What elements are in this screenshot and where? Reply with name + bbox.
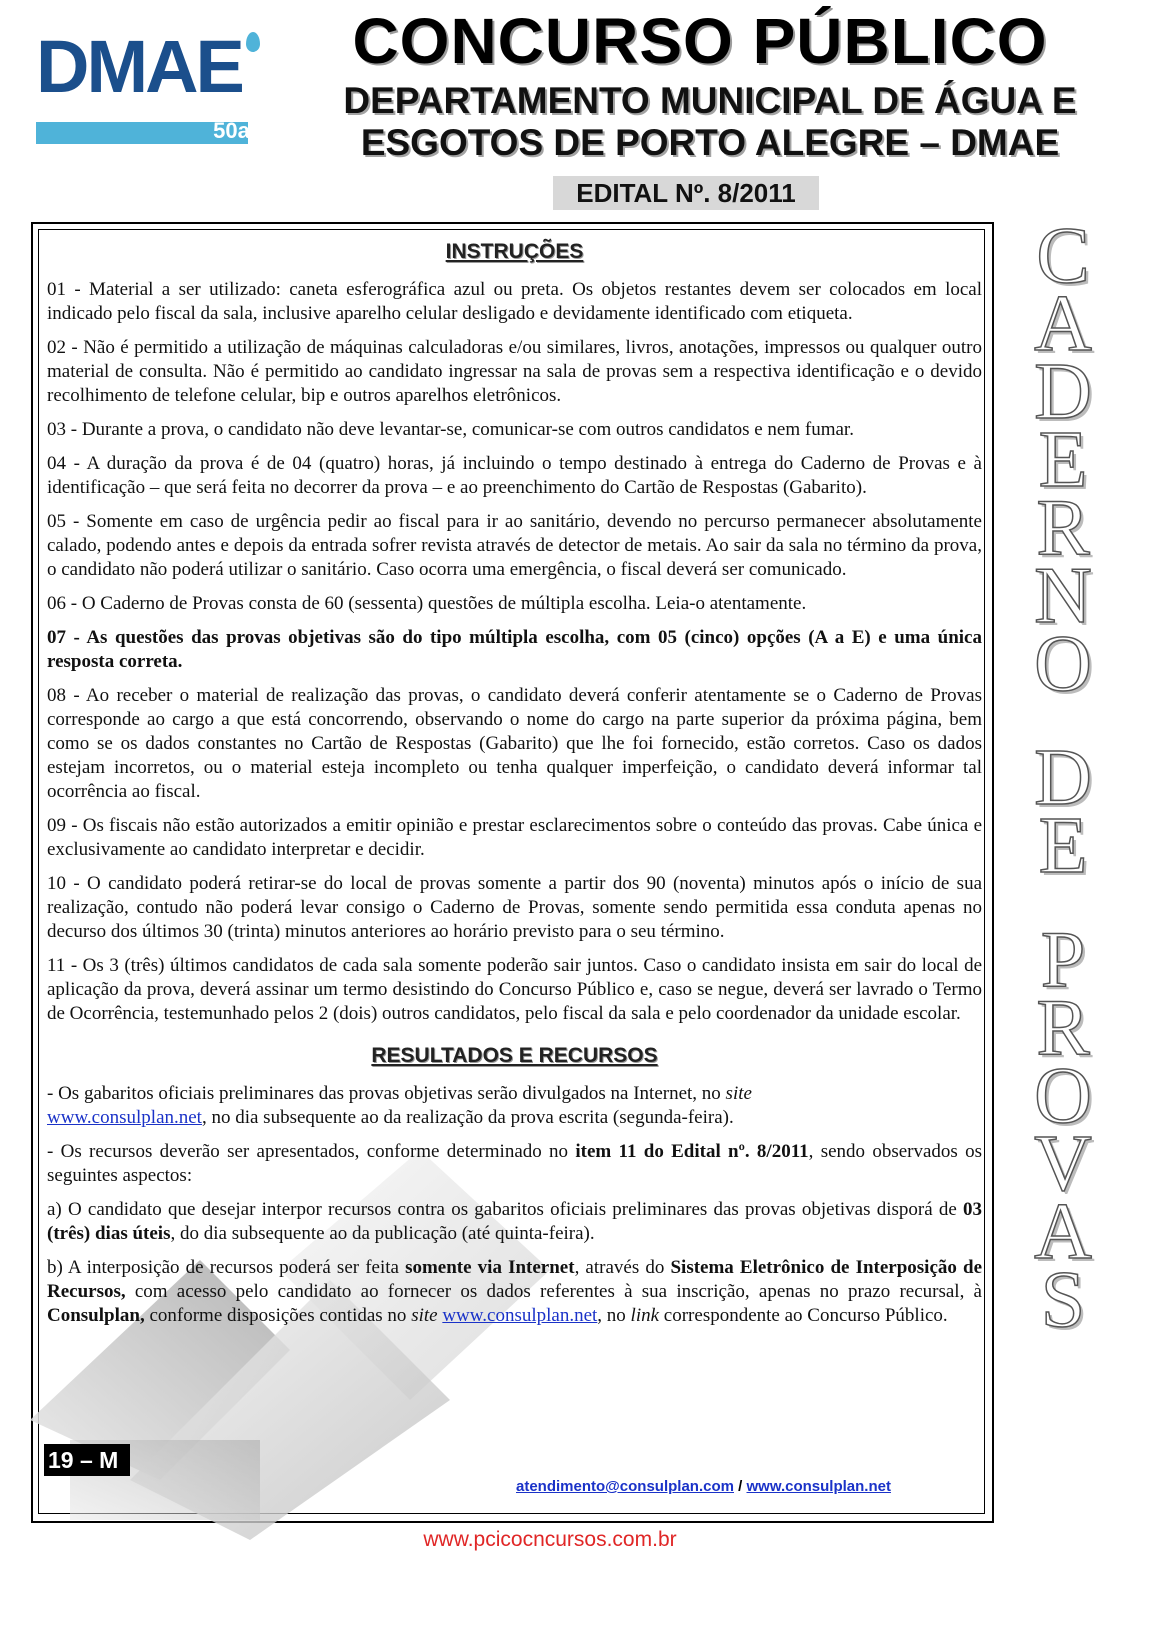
- vertical-letter: E: [1038, 416, 1088, 504]
- page-code-badge: 19 – M: [44, 1444, 130, 1476]
- vertical-letter: A: [1034, 1188, 1092, 1276]
- instruction-item: 05 - Somente em caso de urgência pedir ao fiscal para ir ao sanitário, devendo no percurso permanecer absolutamente calado, podendo antes e depois da entrada sofrer revista através de detector de metais. Ao sair da sala no término da prova, o candidato não poderá utilizar o sanitário. Caso ocorra uma emergência, o fiscal deverá ser comunicado.: [47, 511, 982, 580]
- logo-anos: 50anos: [213, 118, 289, 143]
- results-p1-text-b: , no dia subsequente ao da realização da prova escrita (segunda-feira).: [201, 1107, 734, 1128]
- footer-watermark-url: www.pcicocncursos.com.br: [423, 1528, 677, 1551]
- results-p4-text-g: correspondente ao Concurso Público.: [659, 1305, 948, 1326]
- vertical-letter: A: [1034, 280, 1092, 368]
- results-p4-link-word: link: [630, 1305, 660, 1326]
- contact-separator: /: [738, 1478, 743, 1495]
- results-p1-site: site: [725, 1083, 752, 1104]
- results-p2-bold: item 11 do Edital nº. 8/2011: [575, 1141, 809, 1162]
- results-paragraph-2: [47, 1140, 982, 1188]
- results-p4-text-a: b) A interposição de recursos poderá ser feita: [47, 1257, 406, 1278]
- dmae-logo: [36, 25, 289, 150]
- vertical-letter: R: [1036, 484, 1090, 572]
- results-p3-text-b: , do dia subsequente ao da publicação (até quinta-feira).: [170, 1223, 595, 1244]
- results-p4-bold-3: Consulplan,: [47, 1305, 145, 1326]
- results-p3-text-a: a) O candidato que desejar interpor recursos contra os gabaritos oficiais preliminares das provas objetivas disporá de: [47, 1199, 963, 1220]
- contact-line: [516, 1478, 891, 1495]
- edital-label: EDITAL Nº. 8/2011: [553, 176, 819, 210]
- vertical-letter: V: [1034, 1120, 1092, 1208]
- vertical-letter: S: [1040, 1256, 1086, 1344]
- vertical-letter: O: [1034, 620, 1092, 708]
- results-p4-text-b: , através do: [574, 1257, 671, 1278]
- instruction-item: 10 - O candidato poderá retirar-se do local de provas somente a partir dos 90 (noventa) minutos após o início de sua realização, contudo não poderá levar consigo o Caderno de Provas, somente sendo permitida essa conduta apenas no decurso dos últimos 30 (trinta) minutos anteriores ao horário previsto para o seu término.: [47, 873, 982, 942]
- vertical-letter: D: [1034, 734, 1092, 822]
- water-drop-icon: [246, 32, 260, 52]
- instruction-item: 08 - Ao receber o material de realização das provas, o candidato deverá conferir atentamente se o Caderno de Provas corresponde ao cargo a que está concorrendo, observando o nome do cargo na parte superior da próxima página, bem como se os dados constantes no Cartão de Respostas (Gabarito) que lhe foi fornecido, estão corretos. Caso os dados estejam incorretos, ou o material esteja incompleto ou tenha qualquer imperfeição, o candidato deverá informar tal ocorrência ao fiscal.: [47, 685, 982, 802]
- vertical-letter: R: [1036, 984, 1090, 1072]
- contact-email-link[interactable]: atendimento@consulplan.com: [516, 1478, 734, 1495]
- results-p4-bold-1: somente via Internet: [405, 1257, 575, 1278]
- results-p4-text-d: conforme disposições contidas no: [144, 1305, 412, 1326]
- page-title: CONCURSO PÚBLICO: [352, 5, 1048, 77]
- results-p2-text-b: , sendo observados os seguintes aspectos:: [47, 1141, 982, 1186]
- instruction-item: 06 - O Caderno de Provas consta de 60 (sessenta) questões de múltipla escolha. Leia-o atentamente.: [47, 593, 807, 614]
- vertical-letter: P: [1040, 916, 1086, 1004]
- vertical-letter: D: [1034, 348, 1092, 436]
- instruction-item: 01 - Material a ser utilizado: caneta esferográfica azul ou preta. Os objetos restantes devem ser colocados em local indicado pelo fiscal da sala, inclusive aparelho celular desligado e devidamente identificado com etiqueta.: [47, 279, 982, 324]
- instructions-section: [47, 236, 982, 1338]
- vertical-letter: O: [1034, 1052, 1092, 1140]
- department-line-1: DEPARTAMENTO MUNICIPAL DE ÁGUA E: [343, 80, 1077, 121]
- instruction-item: 03 - Durante a prova, o candidato não deve levantar-se, comunicar-se com outros candidatos e nem fumar.: [47, 419, 854, 440]
- consulplan-link[interactable]: www.consulplan.net: [47, 1107, 202, 1128]
- results-p4-text-c: com acesso pelo candidato ao fornecer os dados referentes à sua inscrição, apenas no prazo recursal, à: [125, 1281, 982, 1302]
- instruction-item-bold: 07 - As questões das provas objetivas são do tipo múltipla escolha, com 05 (cinco) opções (A a E) e uma única resposta correta.: [47, 627, 982, 672]
- results-p4-text-f: , no: [597, 1305, 631, 1326]
- department-line-2: ESGOTOS DE PORTO ALEGRE – DMAE: [360, 122, 1060, 163]
- results-p4-bold-2: Sistema Eletrônico de Interposição de Recursos,: [47, 1257, 983, 1302]
- instruction-item: 11 - Os 3 (três) últimos candidatos de cada sala somente poderão sair juntos. Caso o candidato insista em sair do local de aplicação da prova, deverá assinar um termo desistindo do Concurso Público e, caso se negue, deverá ser lavrado o Termo de Ocorrência, testemunhado pelos 2 (dois) outros candidatos, pelo fiscal da sala e pelo coordenador da unidade escolar.: [47, 955, 982, 1024]
- vertical-letter: C: [1036, 212, 1090, 300]
- results-p3-bold: 03 (três) dias úteis: [47, 1199, 982, 1244]
- results-p4-site: site: [411, 1305, 438, 1326]
- logo-name: DMAE: [36, 25, 242, 108]
- results-p2-text-a: - Os recursos deverão ser apresentados, conforme determinado no: [47, 1141, 576, 1162]
- vertical-letter: N: [1034, 552, 1092, 640]
- instruction-item: 04 - A duração da prova é de 04 (quatro) horas, já incluindo o tempo destinado à entrega do Caderno de Provas e à identificação – que será feita no decorrer da prova – e ao preenchimento do Cartão de Respostas (Gabarito).: [47, 453, 982, 498]
- contact-site-link[interactable]: www.consulplan.net: [746, 1478, 891, 1495]
- instruction-item: 02 - Não é permitido a utilização de máquinas calculadoras e/ou similares, livros, anotações, impressos ou qualquer outro material de consulta. Não é permitido ao candidato ingressar na sala de provas sem a respectiva identificação e o devido recolhimento de telefone celular, bip e outros aparelhos eletrônicos.: [47, 337, 982, 406]
- results-paragraph-3: [47, 1198, 982, 1246]
- instruction-item: 09 - Os fiscais não estão autorizados a emitir opinião e prestar esclarecimentos sobre o conteúdo das provas. Cabe única e exclusivamente ao candidato interpretar e decidir.: [47, 815, 982, 860]
- instructions-title: INSTRUÇÕES: [445, 240, 584, 263]
- results-title: RESULTADOS E RECURSOS: [371, 1044, 658, 1067]
- results-paragraph-4: [47, 1256, 982, 1328]
- vertical-letter: E: [1038, 802, 1088, 890]
- consulplan-link-2[interactable]: www.consulplan.net: [442, 1305, 598, 1326]
- results-paragraph-1: [47, 1082, 982, 1130]
- vertical-title: [1008, 212, 1118, 1344]
- results-p1-text-a: - Os gabaritos oficiais preliminares das provas objetivas serão divulgados na Internet, no: [47, 1083, 726, 1104]
